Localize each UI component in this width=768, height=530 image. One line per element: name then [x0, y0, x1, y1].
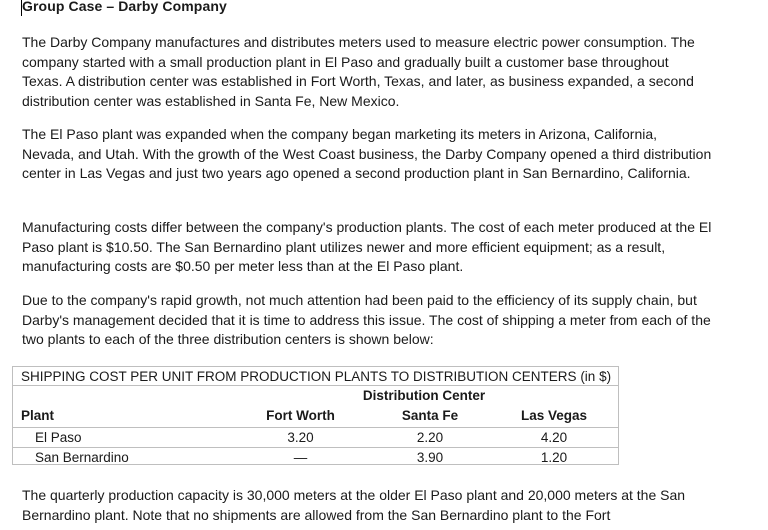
table-row-san-bernardino-plant: San Bernardino: [35, 450, 129, 465]
table-cell: 4.20: [540, 430, 568, 445]
table-group-header: Distribution Center: [362, 388, 486, 403]
column-header-las-vegas: Las Vegas: [520, 408, 588, 423]
table-cell: 3.20: [287, 430, 314, 445]
table-row-el-paso-plant: El Paso: [35, 430, 82, 445]
paragraph-5: The quarterly production capacity is 30,000 meters at the older El Paso plant and 20,000 meters at the San Bernardino plant. Note that no shipments are allowed from the San Bernardino plant to the Fort: [22, 487, 686, 523]
table-divider: [13, 385, 618, 386]
column-header-santa-fe: Santa Fe: [401, 408, 459, 423]
paragraph-1: The Darby Company manufactures and distributes meters used to measure electric power consumption. The company started with a small production plant in El Paso and gradually built a customer base throughout Texas. A distribution center was established in Fort Worth, Texas, and later, as business expanded, a second distribution center was established in Santa Fe, New Mexico.: [22, 34, 695, 109]
table-caption: SHIPPING COST PER UNIT FROM PRODUCTION PLANTS TO DISTRIBUTION CENTERS (in $): [21, 369, 612, 384]
column-header-fort-worth: Fort Worth: [266, 408, 335, 423]
table-divider: [13, 447, 618, 448]
paragraph-2: The El Paso plant was expanded when the company began marketing its meters in Arizona, California, Nevada, and Utah. With the growth of the West Coast business, the Darby Company opened a third distribution center in Las Vegas and just two years ago opened a second production plant in San Bernardino, California.: [22, 126, 712, 181]
document-title: Group Case – Darby Company: [22, 0, 227, 14]
table-cell: —: [293, 450, 308, 465]
table-cell: 2.20: [416, 430, 444, 445]
shipping-cost-table: [12, 366, 619, 465]
table-divider: [13, 427, 618, 428]
column-header-plant: Plant: [21, 408, 55, 423]
table-cell: 3.90: [416, 450, 444, 465]
paragraph-4: Due to the company's rapid growth, not much attention had been paid to the efficiency of its supply chain, but Darby's management decided that it is time to address this issue. The cost of shipping a meter from each of the two plants to each of the three distribution centers is shown below:: [22, 292, 711, 347]
paragraph-3: Manufacturing costs differ between the company's production plants. The cost of each meter produced at the El Paso plant is $10.50. The San Bernardino plant utilizes newer and more efficient equipment; as a result, manufacturing costs are $0.50 per meter less than at the El Paso plant.: [22, 219, 712, 274]
table-cell: 1.20: [540, 450, 568, 465]
